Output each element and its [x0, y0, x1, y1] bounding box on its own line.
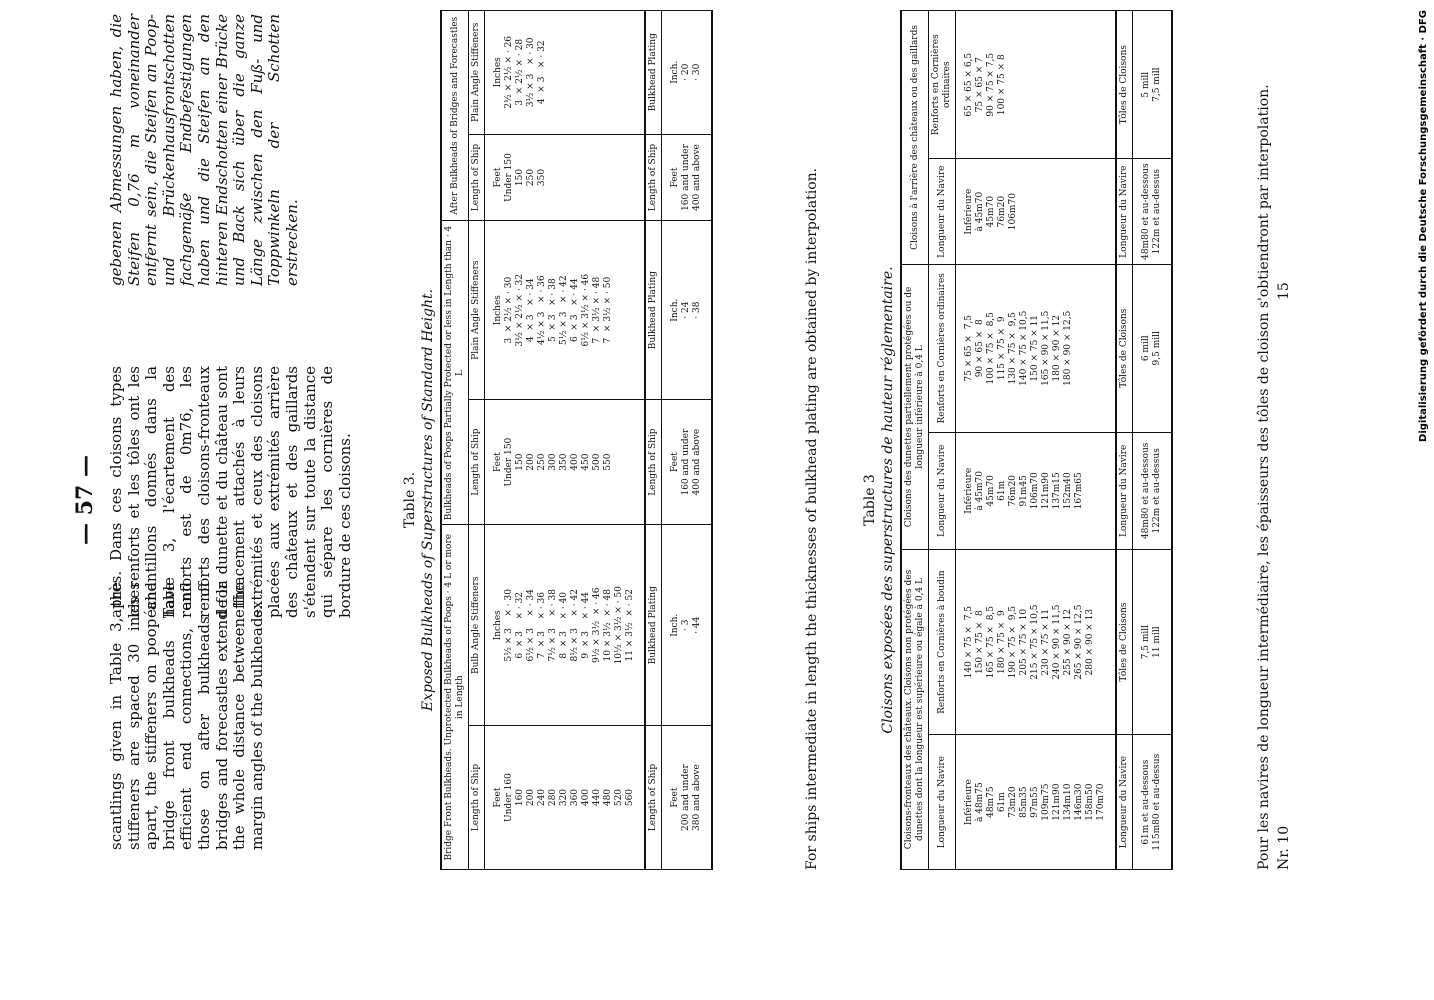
table-cell: · 24 · 38	[681, 301, 702, 319]
table-cell: Inférieure à 48m75 48m75 61m 73m20 85m35 97m55 109m75 121m90 134m10 146m30 158m50 170m70	[964, 779, 1106, 826]
table-cell: 48m80 et au-dessous 122m et au-dessus	[1141, 442, 1162, 540]
table-cell: Inférieure à 45m70 45m70 61m 76m20 91m45 106m70 121m90 137m15 152m40 167m65	[964, 467, 1084, 514]
german-column: gebenen Abmessungen haben, die Steifen 0,76 m voneinander entfernt sein, die Steifen an Poop- und Brückenhausfrontschotten fachgemäße Endbefestigungen haben und die Steifen an den hinteren Endschotten einer Brücke und Back sich über die ganze Länge zwischen den Fuß- und Toppwinkeln der Schotten erstrecken.	[107, 14, 301, 286]
table-cell: 160 and under 400 and above	[681, 144, 702, 211]
english-column: scantlings given in Table 3, the stiffeners are spaced 30 inches apart, the stiffeners on poop and bridge front bulkheads have efficient end connections, and those on after bulkheads of bridges and forecastles extend for the whole distance between the margin angles of the bulkheads.	[107, 582, 266, 850]
unit-feet: Feet	[670, 452, 680, 473]
table-en-col-ship: Length of Ship	[469, 134, 485, 221]
table-fr-subtitle: Cloisons exposées des superstructures de hauteur réglementaire.	[880, 266, 896, 734]
table-fr-col-ship: Longueur du Navire	[929, 159, 956, 264]
table-en-col-ship: Length of Ship	[645, 399, 662, 525]
table-en-col-ship: Length of Ship	[645, 134, 662, 221]
table-en-group-1: Bridge Front Bulkheads. Unprotected Bulkheads of Poops · 4 L or more in Length	[441, 525, 469, 870]
unit-inches: Inches	[493, 57, 503, 88]
table-cell: 3 × 2½ × · 30 3½ × 2½ × · 32 4 × 3 × · 34 4½ × 3 × · 36 5 × 3 × · 38 5½ × 3 × · 42 6 × 3 × · 44 6½ × 3½ × · 46 7 × 3½ × · 48 7 × 3½ × · 50	[504, 273, 613, 347]
table-cell: 6 mill 9,5 mill	[1141, 331, 1162, 366]
french-column: après. Dans ces cloisons types les renforts et les tôles ont les échantillons donnés dans la Table 3, l'écartement des renforts est de 0m76, les renforts des cloisons-fronteaux de la dunette et du château sont efficacement attachés à leurs extrémités et ceux des cloisons placées aux extrémités arrière des châteaux et des gaillards s'étendent sur toute la distance qui sépare les cornières de bordure de ces cloisons.	[107, 366, 354, 618]
table-fr-col-ship: Longueur du Navire	[1116, 159, 1133, 264]
table-fr-col-plating: Tôles de Cloisons	[1116, 549, 1133, 734]
table-en-group-3: After Bulkheads of Bridges and Forecastles	[441, 11, 469, 222]
table-cell: 5 mill 7,5 mill	[1141, 67, 1162, 102]
table-en-col-plain: Plain Angle Stiffeners	[469, 221, 485, 399]
table-cell: 200 and under 380 and above	[681, 764, 702, 831]
table-fr	[900, 10, 1173, 870]
table-cell: 75 × 65 × 7,5 90 × 65 × 8 100 × 75 × 8,5 115 × 75 × 9 130 × 75 × 9,5 140 × 75 × 10,5 150 × 75 × 11 165 × 90 × 11,5 180 × 90 × 12 180 × 90 × 12,5	[964, 310, 1073, 386]
table-en-col-plating: Bulkhead Plating	[645, 221, 662, 399]
table-en	[440, 10, 713, 870]
table-fr-col-plating: Tôles de Cloisons	[1116, 11, 1133, 159]
table-cell: 48m80 et au-dessous 122m et au-dessus	[1141, 163, 1162, 260]
unit-inch: Inch.	[670, 60, 680, 84]
table-en-col-ship: Length of Ship	[645, 726, 662, 870]
table-en-col-plain: Plain Angle Stiffeners	[469, 11, 485, 135]
unit-inch: Inch.	[670, 298, 680, 322]
table-fr-col-ship: Longueur du Navire	[1116, 432, 1133, 549]
unit-feet: Feet	[670, 167, 680, 188]
table-fr-col-plain: Renforts en Cornières ordinaires	[929, 11, 956, 159]
note-en: For ships intermediate in length the thicknesses of bulkhead plating are obtained by interpolation.	[804, 167, 820, 870]
table-cell: Under 150 150 250 350	[504, 153, 547, 202]
table-en-col-plating: Bulkhead Plating	[645, 11, 662, 135]
dfg-side-banner	[1414, 0, 1434, 1000]
unit-inches: Inches	[493, 295, 503, 326]
table-en-col-ship: Length of Ship	[469, 399, 485, 525]
table-en-subtitle: Exposed Bulkheads of Superstructures of Standard Height.	[420, 288, 436, 712]
table-en-col-bulb: Bulb Angle Stiffeners	[469, 525, 485, 726]
table-fr-group-2: Cloisons des dunettes partiellement protégées ou de longueur inférieure à 0,4 L	[901, 264, 929, 549]
unit-feet: Feet	[493, 452, 503, 473]
table-cell: 7,5 mill 11 mill	[1141, 624, 1162, 660]
unit-feet: Feet	[670, 787, 680, 808]
table-cell: 2½ × 2½ × · 26 3 × 2½ × · 28 3½ × 3 × · 30 4 × 3 × · 32	[504, 35, 547, 109]
table-cell: 61m et au-dessous 115m80 et au-dessus	[1141, 753, 1162, 851]
note-fr: Pour les navires de longueur intermédiaire, les épaisseurs des tôles de cloison s'obtiendront par interpolation.	[1256, 84, 1272, 870]
table-fr-col-ship: Longueur du Navire	[929, 735, 956, 870]
page-number: — 57 —	[72, 455, 98, 545]
table-fr-group-1: Cloisons-fronteaux des châteaux. Cloisons non protégées des dunettes dont la longueur est supérieure ou égale à 0,4 L	[901, 549, 929, 869]
table-cell: Under 150 150 200 250 300 350 400 450 500 550	[504, 437, 613, 487]
table-fr-col-bulb: Renforts en Cornières à boudin	[929, 549, 956, 734]
unit-inches: Inches	[493, 610, 503, 641]
table-en-group-2: Bulkheads of Poops Partially Protected or less in Length than · 4 L	[441, 221, 469, 525]
table-cell: 140 × 75 × 7,5 150 × 75 × 8 165 × 75 × 8,5 180 × 75 × 9 190 × 75 × 9,5 205 × 75 × 10 215 × 75 × 10,5 230 × 75 × 11 240 × 90 × 11,5 255 × 90 × 12 265 × 90 × 12,5 280 × 90 × 13	[964, 604, 1095, 680]
table-en-col-ship: Length of Ship	[469, 726, 485, 870]
table-fr-col-ship: Longueur du Navire	[929, 432, 956, 549]
table-fr-col-plating: Tôles de Cloisons	[1116, 264, 1133, 432]
table-cell: · 20 · 30	[681, 63, 702, 81]
table-cell: · 3 · 44	[681, 616, 702, 634]
unit-feet: Feet	[493, 167, 503, 188]
dfg-side-text: Digitalisierung gefördert durch die Deutsche Forschungsgemeinschaft · DFG	[1418, 10, 1429, 442]
unit-feet: Feet	[493, 787, 503, 808]
table-cell: Under 160 160 200 240 280 320 360 400 440 480 520 560	[504, 773, 635, 822]
table-en-col-plating: Bulkhead Plating	[645, 525, 662, 726]
table-cell: 160 and under 400 and above	[681, 428, 702, 496]
table-cell: 65 × 65 × 6,5 75 × 65 × 7 90 × 75 × 7,5 100 × 75 × 8	[964, 52, 1007, 117]
table-fr-group-3: Cloisons à l'arrière des châteaux ou des gaillards	[901, 11, 929, 265]
table-fr-col-plain: Renforts en Cornières ordinaires	[929, 264, 956, 432]
table-fr-col-ship: Longueur du Navire	[1116, 735, 1133, 870]
table-fr-title: Table 3	[862, 474, 878, 526]
footer-left: Nr. 10	[1276, 825, 1292, 870]
table-cell: 5½ × 3 × · 30 6 × 3 × · 32 6½ × 3 × · 34 7 × 3 × · 36 7½ × 3 × · 38 8 × 3 × · 40 8½ × 3 × · 42 9 × 3 × · 44 9½ × 3½ × · 46 10 × 3½ × · 48 10½ × 3½ × · 50 11 × 3½ × · 52	[504, 586, 635, 665]
footer-right: 15	[1276, 282, 1292, 300]
table-en-title: Table 3.	[402, 471, 418, 529]
table-cell: Inférieure à 45m70 45m70 76m20 106m70	[964, 188, 1018, 235]
unit-inch: Inch.	[670, 613, 680, 637]
